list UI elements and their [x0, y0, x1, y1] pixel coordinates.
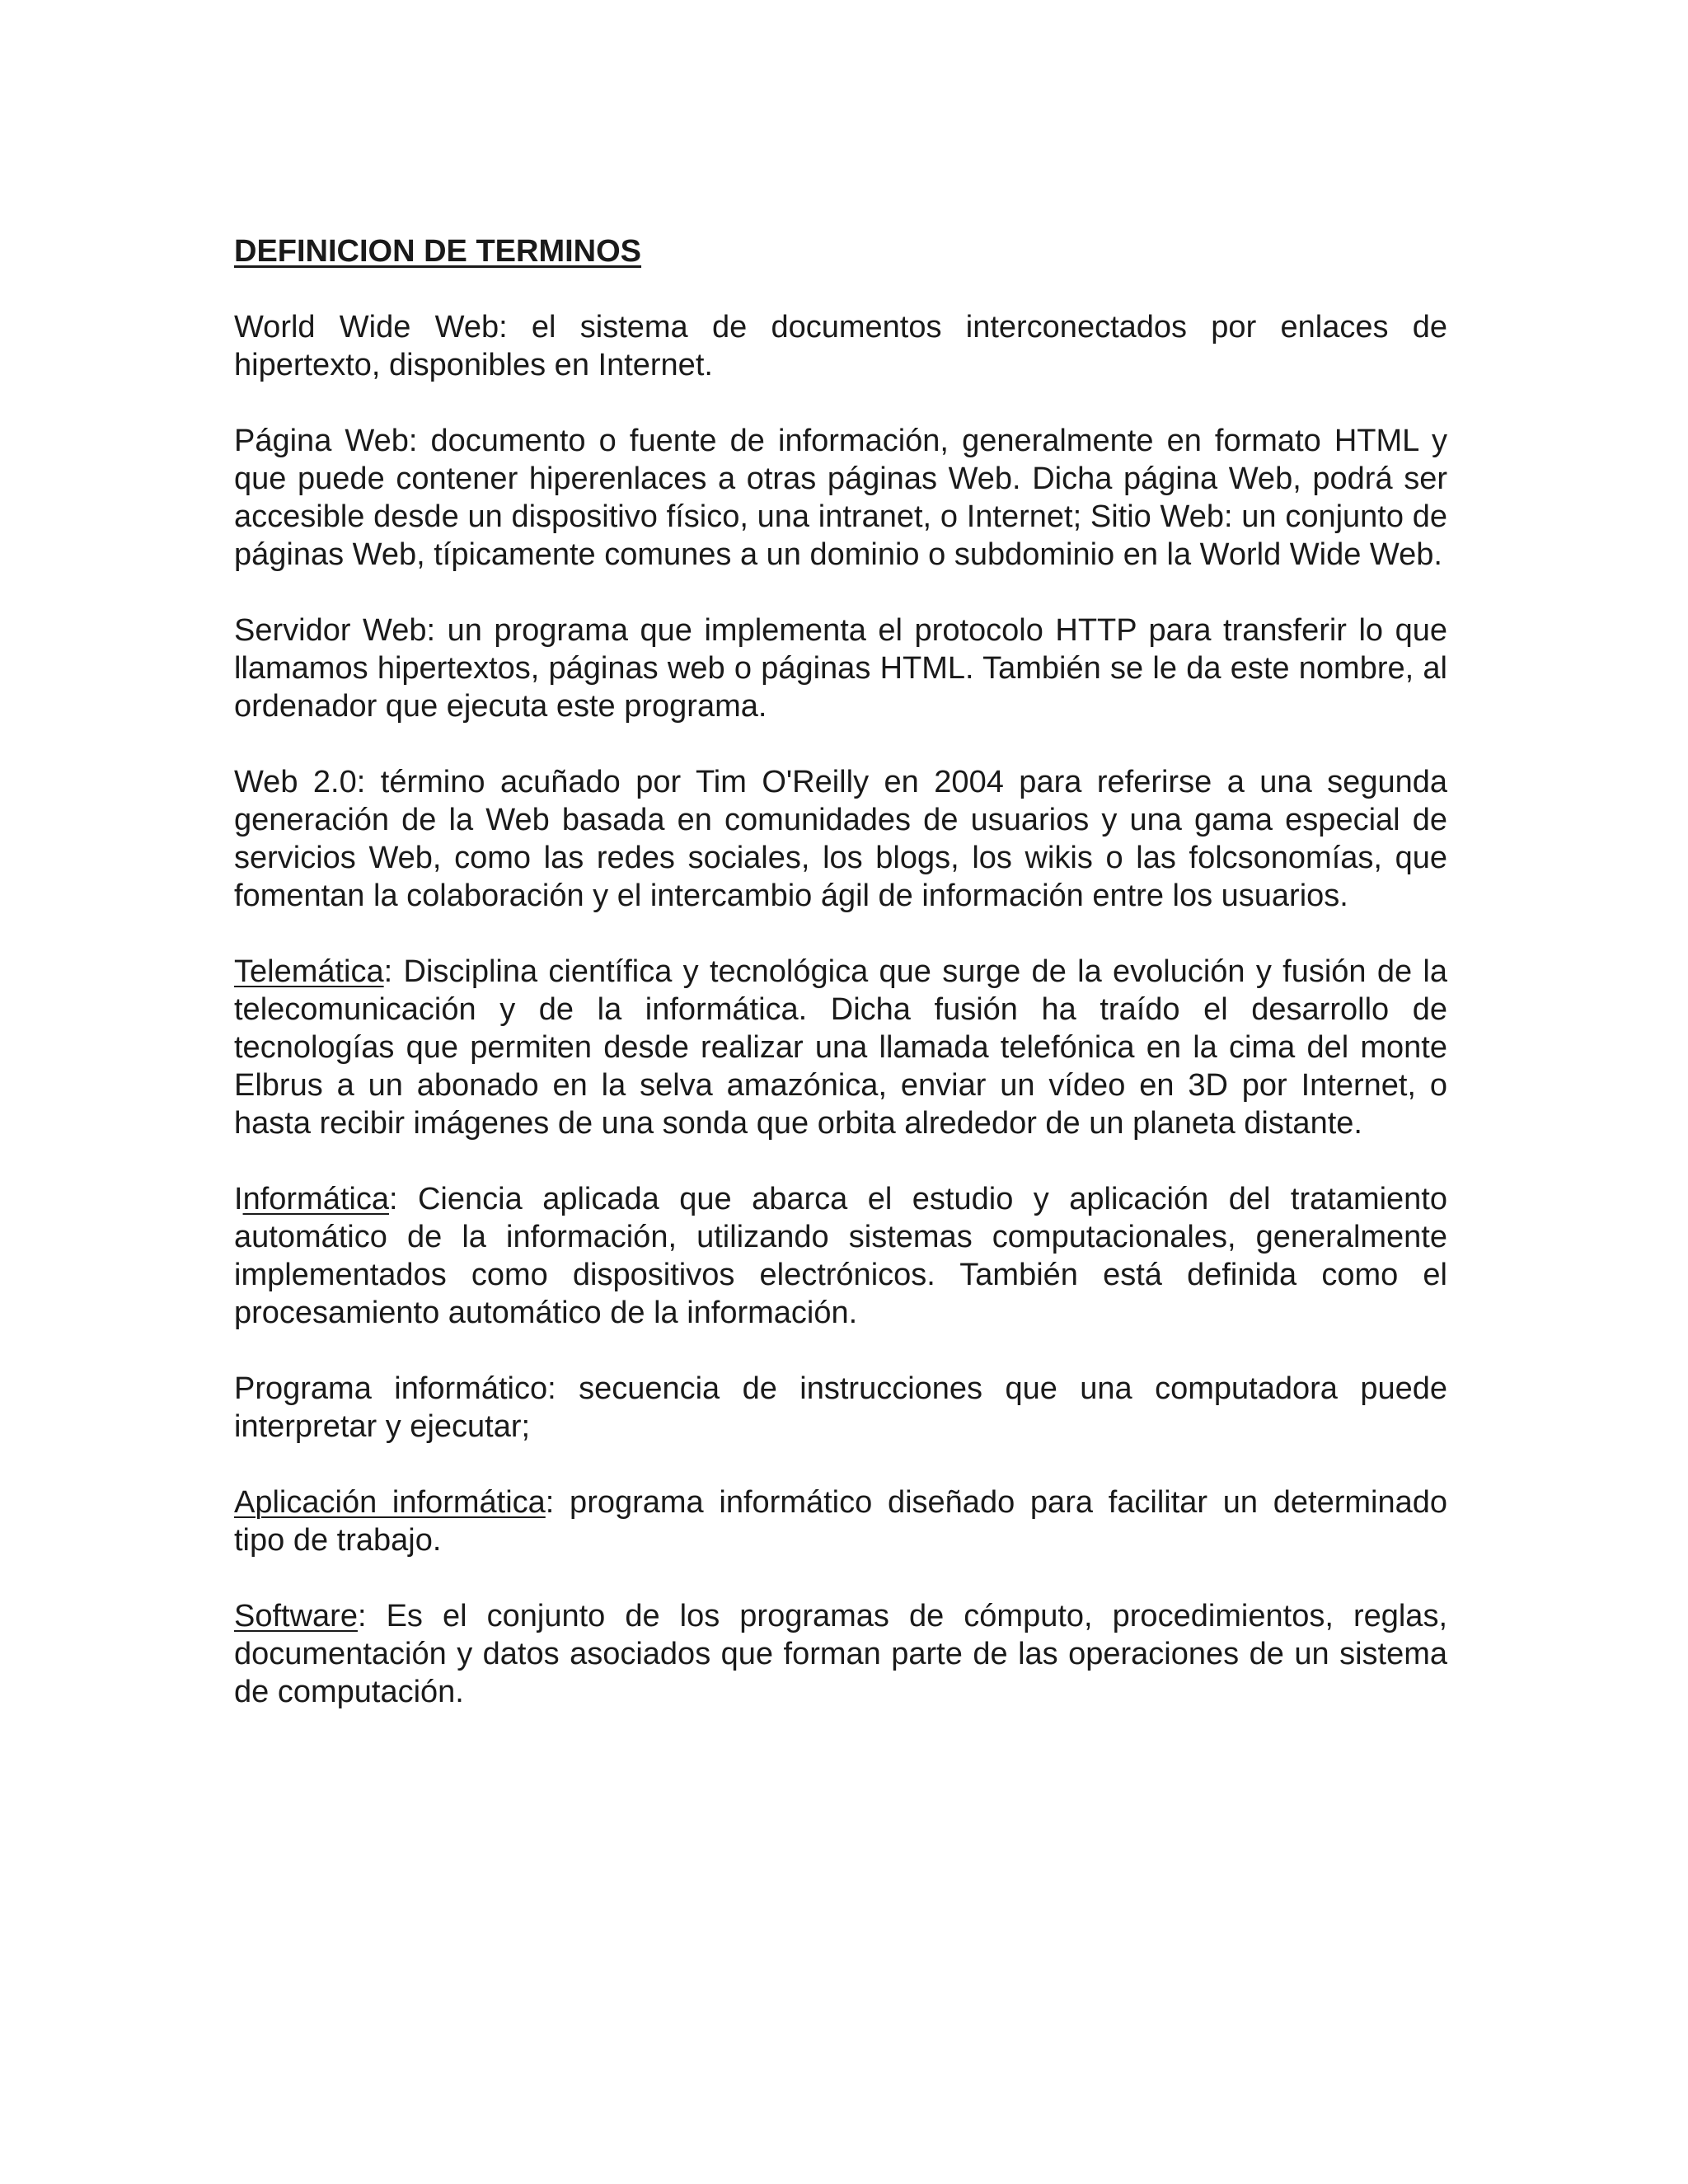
paragraph-text: Servidor Web: un programa que implementa el protocolo HTTP para transferir lo que llamamos hipertextos, páginas web o páginas HTML. También se le da este nombre, al ordenador que ejecuta este programa. [234, 613, 1447, 724]
paragraph-text: : programa informático diseñado para facilitar un determinado tipo de trabajo. [234, 1485, 1448, 1558]
paragraph-informatica [234, 1180, 1447, 1332]
document-title: DEFINICION DE TERMINOS [234, 234, 642, 269]
paragraph-aplicacion-informatica [234, 1483, 1447, 1559]
paragraph-telematica [234, 953, 1447, 1142]
paragraph-text: Web 2.0: término acuñado por Tim O'Reilly en 2004 para referirse a una segunda generación de la Web basada en comunidades de usuarios y una gama especial de servicios Web, como las redes sociales, los blogs, los wikis o las folcsonomías, que fomentan la colaboración y el intercambio ágil de información entre los usuarios. [234, 765, 1447, 913]
paragraph-web-2-0 [234, 763, 1447, 915]
document-content [234, 232, 1447, 1711]
paragraph-programa-informatico [234, 1370, 1447, 1446]
paragraph-text: Programa informático: secuencia de instrucciones que una computadora puede interpretar y ejecutar; [234, 1371, 1447, 1444]
paragraph-text: : Ciencia aplicada que abarca el estudio y aplicación del tratamiento automático de la información, utilizando sistemas computacionales, generalmente implementados como dispositivos electrónicos. También está definida como el procesamiento automático de la información. [234, 1182, 1447, 1330]
paragraph-text: World Wide Web: el sistema de documentos interconectados por enlaces de hipertexto, disponibles en Internet. [234, 310, 1447, 382]
paragraph-term: nformática [242, 1182, 389, 1216]
paragraph-prefix: I [234, 1182, 243, 1216]
paragraph-term: Aplicación informática [234, 1485, 546, 1520]
paragraph-servidor-web [234, 612, 1447, 725]
paragraph-software [234, 1597, 1447, 1711]
paragraph-text: : Disciplina científica y tecnológica que surge de la evolución y fusión de la telecomunicación y de la informática. Dicha fusión ha traído el desarrollo de tecnologías que permiten desde realizar una llamada telefónica en la cima del monte Elbrus a un abonado en la selva amazónica, enviar un vídeo en 3D por Internet, o hasta recibir imágenes de una sonda que orbita alrededor de un planeta distante. [234, 954, 1447, 1141]
paragraph-term: Software [234, 1599, 358, 1633]
paragraph-text: : Es el conjunto de los programas de cómputo, procedimientos, reglas, documentación y datos asociados que forman parte de las operaciones de un sistema de computación. [234, 1599, 1447, 1709]
paragraph-world-wide-web [234, 308, 1447, 384]
paragraph-pagina-web [234, 422, 1447, 574]
paragraph-text: Página Web: documento o fuente de información, generalmente en formato HTML y que puede contener hiperenlaces a otras páginas Web. Dicha página Web, podrá ser accesible desde un dispositivo físico, una intranet, o Internet; Sitio Web: un conjunto de páginas Web, típicamente comunes a un dominio o subdominio en la World Wide Web. [234, 424, 1447, 572]
paragraph-term: Telemática [234, 954, 384, 989]
